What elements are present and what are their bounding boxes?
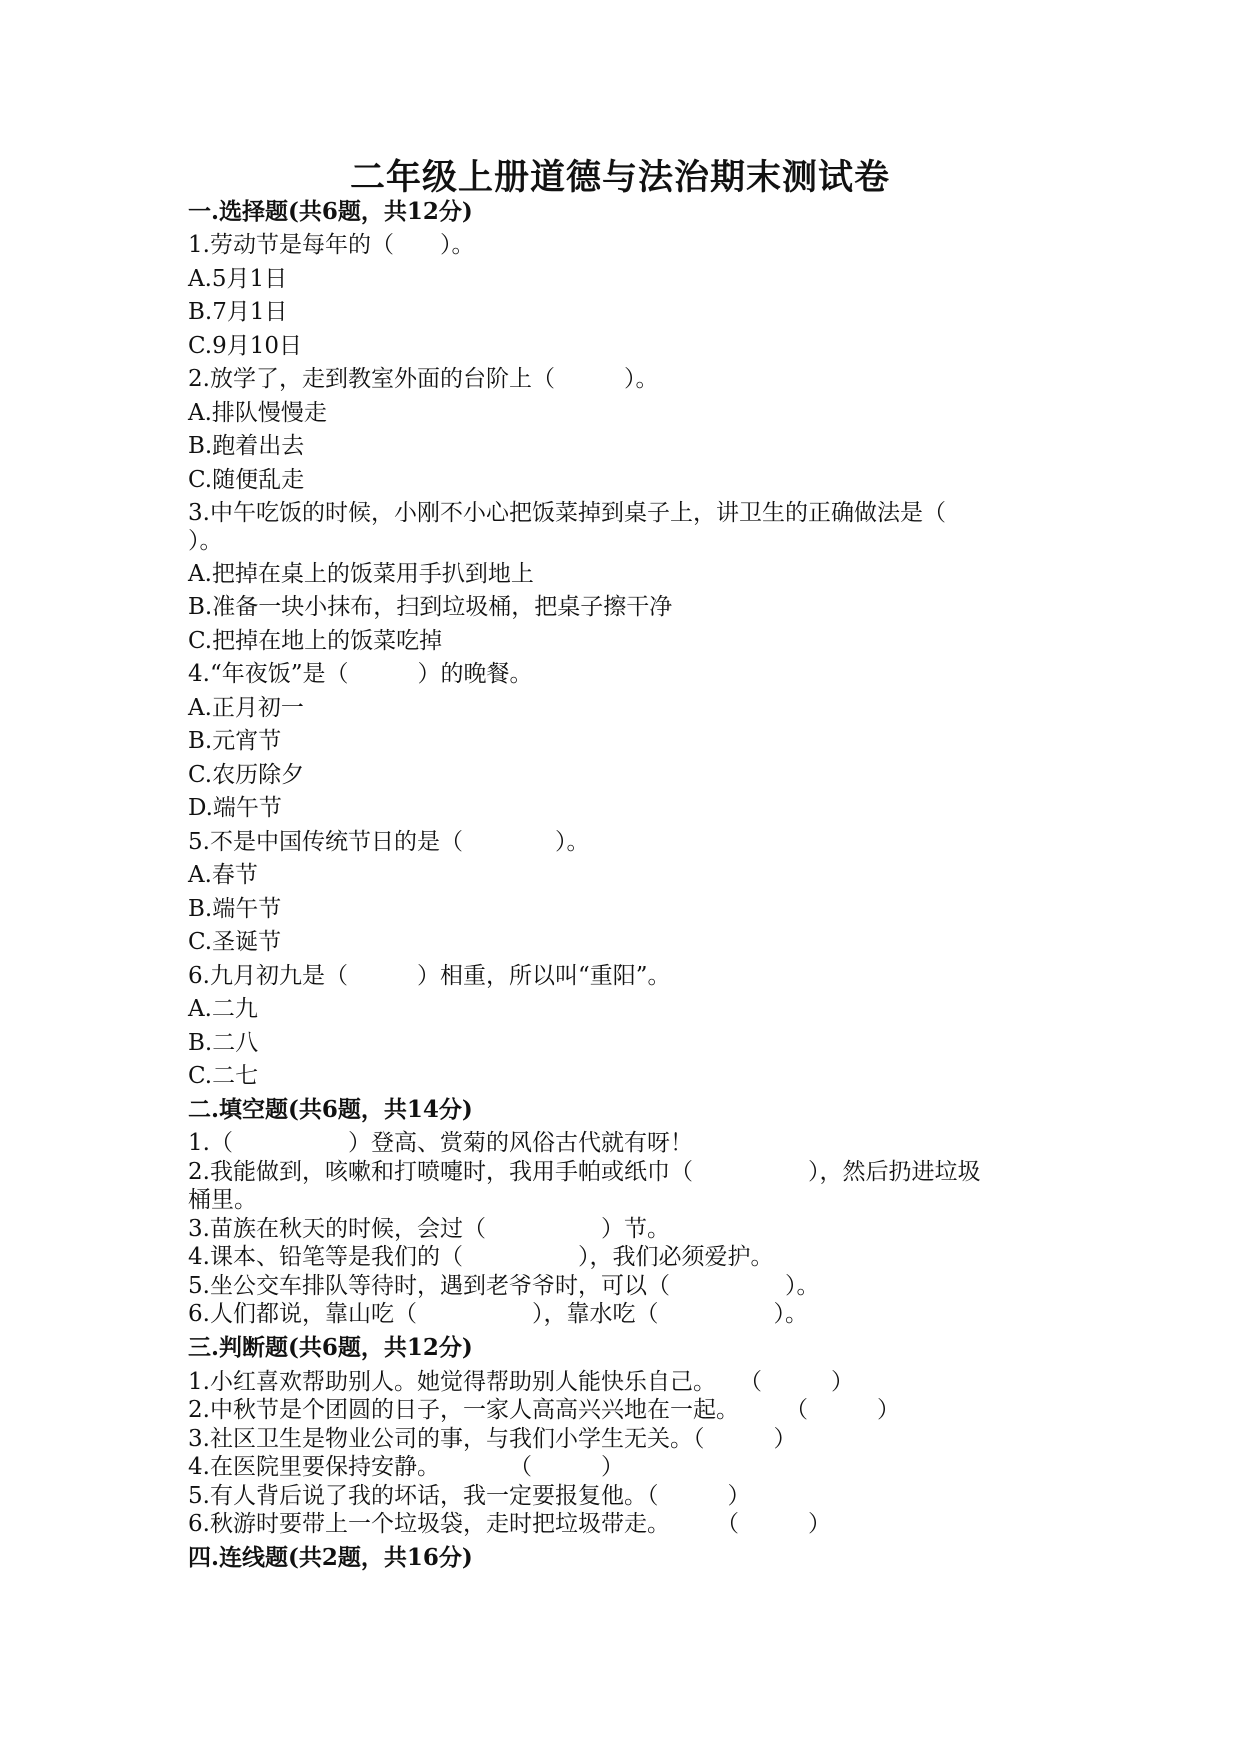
question-text: 1.（ ）登高、赏菊的风俗古代就有呀！ [188,1130,693,1156]
option-text: B.7月1日 [188,299,288,325]
option-text: B.端午节 [188,896,282,922]
question-text-continued: 桶里。 [188,1187,257,1213]
option-text: C.二七 [188,1063,259,1089]
question-text: 6.人们都说，靠山吃（ ），靠水吃（ ）。 [188,1301,808,1327]
option-text: C.随便乱走 [188,467,305,493]
question-text: 2.我能做到，咳嗽和打喷嚏时，我用手帕或纸巾（ ），然后扔进垃圾 [188,1159,981,1185]
question-text: 1.小红喜欢帮助别人。她觉得帮助别人能快乐自己。 （ ） [188,1369,854,1395]
option-text: B.元宵节 [188,728,282,754]
section-heading-matching: 四.连线题(共2题，共16分) [188,1544,473,1571]
option-text: B.二八 [188,1030,259,1056]
option-text: A.把掉在桌上的饭菜用手扒到地上 [188,561,534,587]
question-text: 3.社区卫生是物业公司的事，与我们小学生无关。（ ） [188,1426,797,1452]
option-text: A.正月初一 [188,695,304,721]
page-title: 二年级上册道德与法治期末测试卷 [349,157,890,198]
option-text: D.端午节 [188,795,282,821]
option-text: C.农历除夕 [188,762,305,788]
question-text: 4.在医院里要保持安静。 （ ） [188,1454,624,1480]
option-text: A.春节 [188,862,258,888]
question-text: 5.坐公交车排队等待时，遇到老爷爷时，可以（ ）。 [188,1273,820,1299]
question-text: 4.课本、铅笔等是我们的（ ），我们必须爱护。 [188,1244,774,1270]
question-text-continued: ）。 [188,528,223,554]
question-text: 4.“年夜饭”是（ ）的晚餐。 [188,661,533,687]
option-text: A.5月1日 [188,266,288,292]
question-text: 6.秋游时要带上一个垃圾袋，走时把垃圾带走。 （ ） [188,1511,831,1537]
option-text: C.9月10日 [188,333,302,359]
option-text: C.圣诞节 [188,929,282,955]
question-text: 1.劳动节是每年的（ ）。 [188,232,475,258]
option-text: B.准备一块小抹布，扫到垃圾桶，把桌子擦干净 [188,594,673,620]
option-text: C.把掉在地上的饭菜吃掉 [188,628,443,654]
question-text: 3.苗族在秋天的时候，会过（ ）节。 [188,1216,670,1242]
question-text: 6.九月初九是（ ）相重，所以叫“重阳”。 [188,963,671,989]
question-text: 5.有人背后说了我的坏话，我一定要报复他。（ ） [188,1483,751,1509]
question-text: 5.不是中国传统节日的是（ ）。 [188,829,590,855]
section-heading-judge: 三.判断题(共6题，共12分) [188,1334,473,1361]
section-heading-choice: 一.选择题(共6题，共12分) [188,198,473,225]
question-text: 2.放学了，走到教室外面的台阶上（ ）。 [188,366,659,392]
option-text: A.排队慢慢走 [188,400,327,426]
question-text: 2.中秋节是个团圆的日子，一家人高高兴兴地在一起。 （ ） [188,1397,900,1423]
section-heading-fill: 二.填空题(共6题，共14分) [188,1096,473,1123]
question-text: 3.中午吃饭的时候，小刚不小心把饭菜掉到桌子上，讲卫生的正确做法是（ [188,500,946,526]
option-text: A.二九 [188,996,258,1022]
option-text: B.跑着出去 [188,433,305,459]
